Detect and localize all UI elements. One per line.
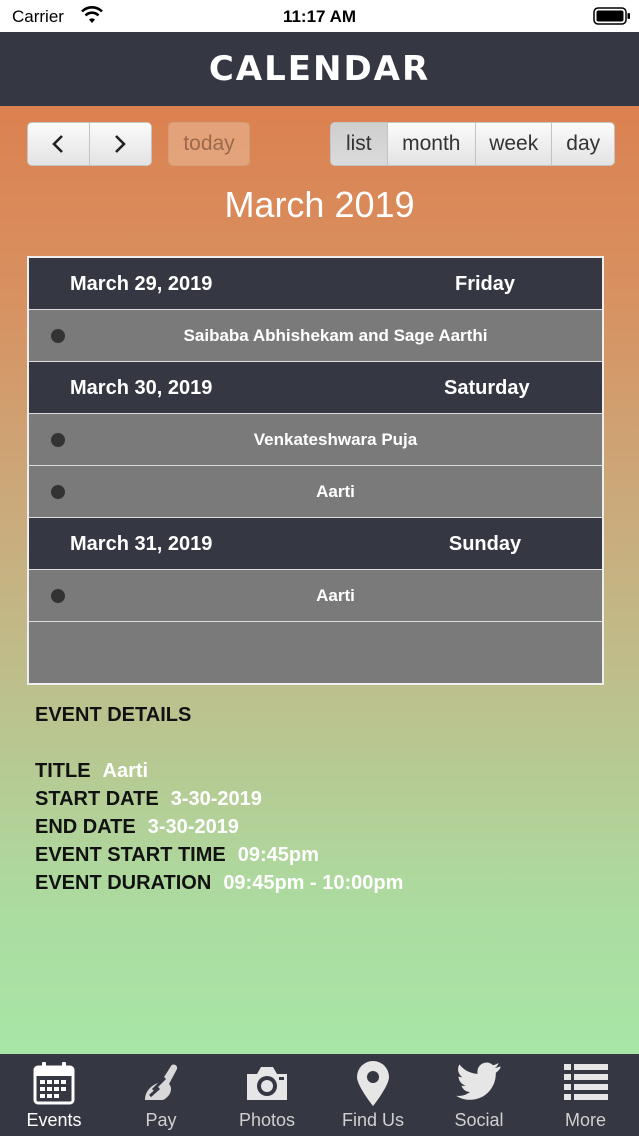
page-title: CALENDAR <box>208 49 431 89</box>
event-list[interactable] <box>27 256 604 685</box>
view-switcher <box>330 122 615 166</box>
carrier-label: Carrier <box>12 7 64 26</box>
today-button[interactable]: today <box>168 122 250 166</box>
next-button[interactable] <box>90 123 152 165</box>
tab-social[interactable] <box>426 1054 532 1136</box>
list-icon <box>562 1060 610 1104</box>
detail-end-label: END DATE <box>35 816 136 838</box>
day-header <box>29 362 602 414</box>
nav-button-group <box>27 122 152 166</box>
pay-icon <box>139 1060 183 1106</box>
tab-find-us[interactable] <box>320 1054 426 1136</box>
battery-icon <box>593 7 631 25</box>
event-title: Aarti <box>316 482 355 501</box>
detail-start-label: START DATE <box>35 788 159 810</box>
event-title: Venkateshwara Puja <box>253 430 418 449</box>
detail-start-row <box>35 788 262 811</box>
tab-label: Photos <box>238 1110 296 1130</box>
detail-duration-row <box>35 872 403 895</box>
tab-label: Events <box>26 1110 82 1130</box>
detail-time-row <box>35 844 319 867</box>
details-heading: EVENT DETAILS <box>35 704 192 726</box>
detail-start-value: 3-30-2019 <box>170 788 262 810</box>
event-dot-icon <box>51 329 65 343</box>
detail-end-value: 3-30-2019 <box>147 816 239 838</box>
detail-title-label: TITLE <box>35 760 91 782</box>
day-date: March 29, 2019 <box>70 273 213 295</box>
detail-duration-value: 09:45pm - 10:00pm <box>223 872 404 894</box>
camera-icon <box>243 1060 291 1106</box>
detail-time-label: EVENT START TIME <box>35 844 226 866</box>
app-header <box>0 32 639 106</box>
day-weekday: Sunday <box>448 533 522 555</box>
status-time: 11:17 AM <box>282 7 357 26</box>
detail-end-row <box>35 816 239 839</box>
view-week-button[interactable]: week <box>476 123 552 165</box>
event-dot-icon <box>51 589 65 603</box>
twitter-icon <box>455 1060 503 1106</box>
day-header <box>29 518 602 570</box>
tab-pay[interactable] <box>108 1054 214 1136</box>
day-date: March 31, 2019 <box>70 533 213 555</box>
main-content <box>0 106 639 1054</box>
tab-events[interactable] <box>0 1054 108 1136</box>
tab-bar <box>0 1054 639 1136</box>
status-bar <box>0 0 639 32</box>
tab-more[interactable] <box>532 1054 639 1136</box>
detail-title-row <box>35 760 148 783</box>
chevron-right-icon <box>113 134 127 154</box>
event-dot-icon <box>51 433 65 447</box>
prev-button[interactable] <box>28 123 90 165</box>
detail-title-value: Aarti <box>102 760 149 782</box>
calendar-icon <box>32 1060 76 1106</box>
day-weekday: Friday <box>454 273 516 295</box>
map-pin-icon <box>353 1060 393 1108</box>
detail-time-value: 09:45pm <box>237 844 319 866</box>
event-title: Saibaba Abhishekam and Sage Aarthi <box>183 326 488 345</box>
day-weekday: Saturday <box>444 377 530 399</box>
event-row[interactable] <box>29 570 602 622</box>
event-row[interactable] <box>29 414 602 466</box>
event-dot-icon <box>51 485 65 499</box>
tab-label: More <box>564 1110 606 1130</box>
view-month-button[interactable]: month <box>388 123 476 165</box>
tab-label: Social <box>454 1110 504 1130</box>
view-list-button[interactable]: list <box>331 123 388 165</box>
tab-photos[interactable] <box>214 1054 320 1136</box>
tab-label: Find Us <box>341 1110 404 1130</box>
month-title: March 2019 <box>224 184 415 225</box>
detail-duration-label: EVENT DURATION <box>35 872 212 894</box>
event-title: Aarti <box>316 586 355 605</box>
tab-label: Pay <box>145 1110 177 1130</box>
day-header <box>29 258 602 310</box>
view-day-button[interactable]: day <box>552 123 614 165</box>
event-row[interactable] <box>29 466 602 518</box>
chevron-left-icon <box>51 134 65 154</box>
day-date: March 30, 2019 <box>70 377 213 399</box>
event-row[interactable] <box>29 310 602 362</box>
